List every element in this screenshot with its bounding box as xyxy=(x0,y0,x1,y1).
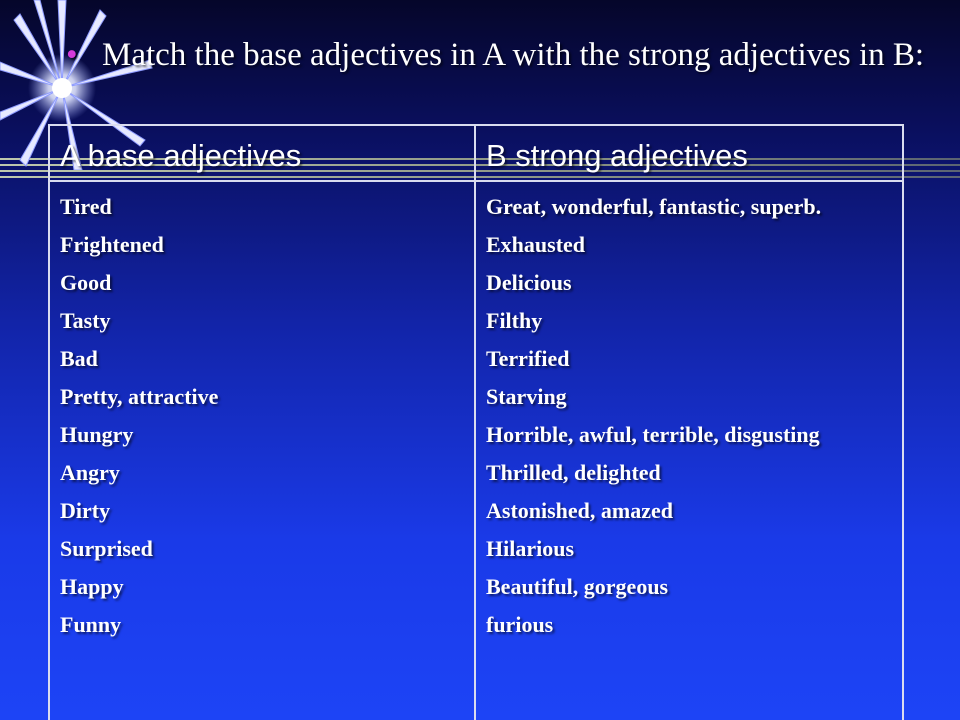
slide-title xyxy=(66,34,932,76)
list-item: Exhausted xyxy=(486,232,586,257)
list-item: Astonished, amazed xyxy=(486,498,674,523)
list-item: Beautiful, gorgeous xyxy=(486,574,669,599)
list-item: Good xyxy=(60,270,112,295)
list-item: Funny xyxy=(60,612,122,637)
list-item: Tired xyxy=(60,194,112,219)
slide-title-text: Match the base adjectives in A with the strong adjectives in B: xyxy=(102,37,925,73)
list-item: Dirty xyxy=(60,498,111,523)
list-item: Tasty xyxy=(60,308,111,333)
list-item: Terrified xyxy=(486,346,570,371)
table-header-row xyxy=(50,126,902,182)
list-item: Surprised xyxy=(60,536,153,561)
adjectives-table xyxy=(48,124,904,720)
header-strong-adjectives: B strong adjectives xyxy=(486,138,748,173)
list-item: Frightened xyxy=(60,232,164,257)
list-item: Thrilled, delighted xyxy=(486,460,661,485)
list-item: Hungry xyxy=(60,422,134,447)
strong-adjectives-list xyxy=(486,188,821,644)
bullet-icon: • xyxy=(66,37,78,73)
list-item: furious xyxy=(486,612,554,637)
list-item: Filthy xyxy=(486,308,543,333)
list-item: Bad xyxy=(60,346,98,371)
list-item: Starving xyxy=(486,384,567,409)
list-item: Happy xyxy=(60,574,124,599)
column-divider xyxy=(474,126,476,720)
base-adjectives-list xyxy=(60,188,218,644)
list-item: Hilarious xyxy=(486,536,575,561)
list-item: Pretty, attractive xyxy=(60,384,219,409)
list-item: Horrible, awful, terrible, disgusting xyxy=(486,422,820,447)
list-item: Great, wonderful, fantastic, superb. xyxy=(486,194,822,219)
header-base-adjectives: A base adjectives xyxy=(60,138,302,173)
list-item: Delicious xyxy=(486,270,572,295)
list-item: Angry xyxy=(60,460,120,485)
